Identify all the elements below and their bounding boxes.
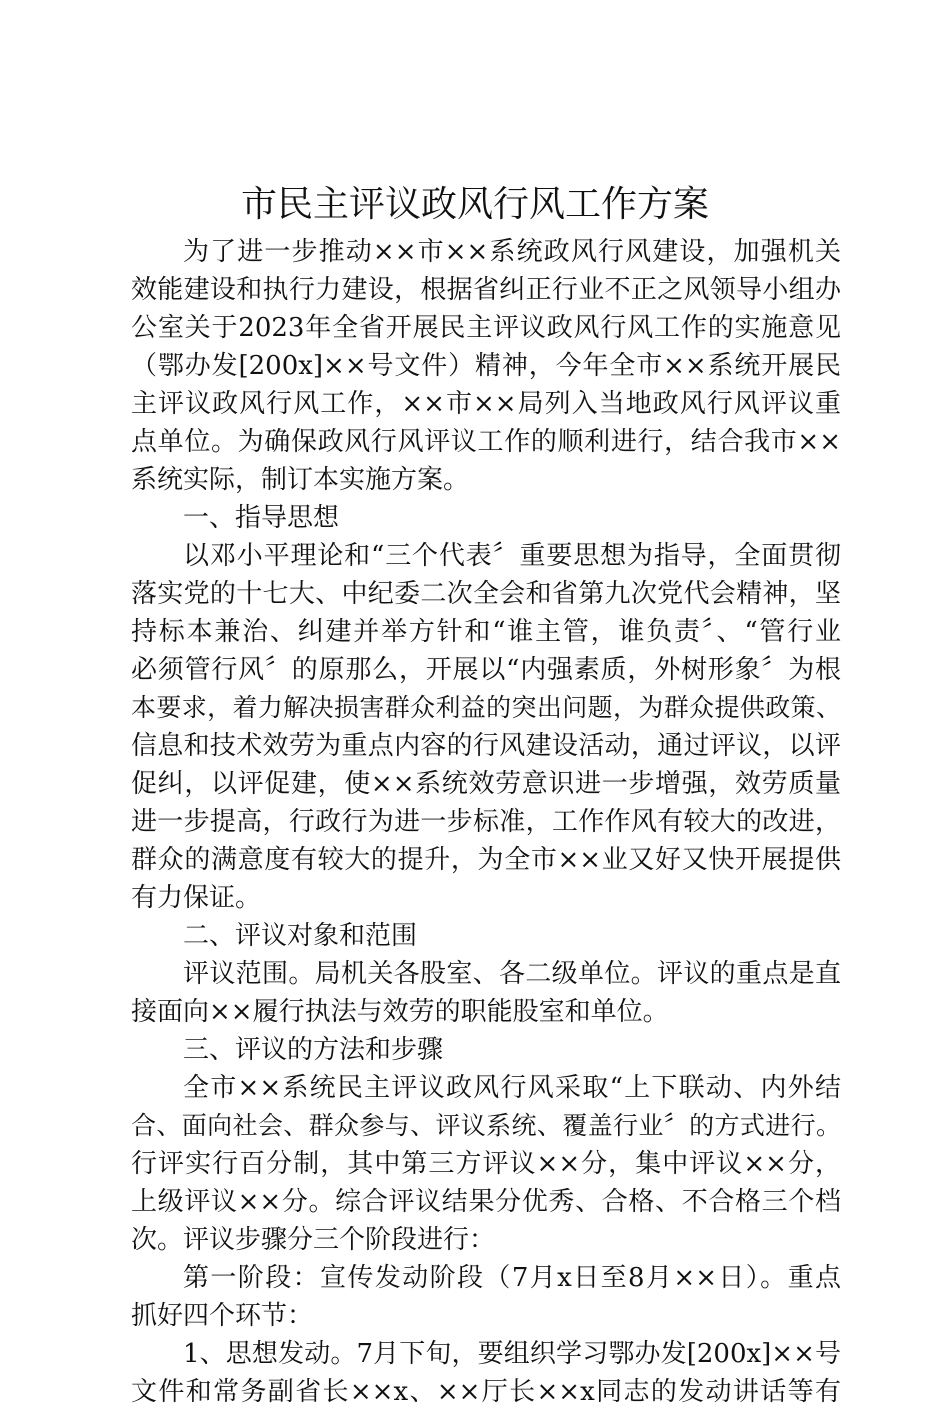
text-line: 文件和常务副省长××x、××厅长××x同志的发动讲话等有	[131, 1377, 841, 1407]
text-line: 接面向××履行执法与效劳的职能股室和单位。	[131, 997, 669, 1027]
text-line: 三、评议的方法和步骤	[183, 1035, 444, 1065]
text-line: 次。评议步骤分三个阶段进行：	[131, 1225, 496, 1255]
text-line: 合、面向社会、群众参与、评议系统、覆盖行业〞的方式进行。	[131, 1111, 841, 1140]
text-line: 必须管行风〞的原那么，开展以“内强素质，外树形象〞为根	[131, 655, 841, 685]
text-line: 群众的满意度有较大的提升，为全市××业又好又快开展提供	[131, 845, 841, 875]
text-line: 行评实行百分制，其中第三方评议××分，集中评议××分，	[131, 1149, 841, 1179]
document-body	[131, 233, 841, 1411]
text-line: 落实党的十七大、中纪委二次全会和省第九次党代会精神，坚	[131, 579, 841, 609]
text-line: 二、评议对象和范围	[183, 921, 418, 951]
text-line: 本要求，着力解决损害群众利益的突出问题，为群众提供政策、	[131, 693, 841, 722]
text-line: 评议范围。局机关各股室、各二级单位。评议的重点是直	[183, 959, 841, 989]
text-line: 以邓小平理论和“三个代表〞重要思想为指导，全面贯彻	[183, 541, 841, 571]
text-line: （鄂办发[200x]××号文件）精神，今年全市××系统开展民	[131, 351, 841, 381]
text-line: 系统实际，制订本实施方案。	[131, 465, 470, 495]
text-line: 信息和技术效劳为重点内容的行风建设活动，通过评议，以评	[131, 731, 841, 761]
text-line: 抓好四个环节：	[131, 1301, 314, 1331]
text-line: 持标本兼治、纠建并举方针和“谁主管，谁负责〞、“管行业	[131, 617, 841, 647]
text-line: 第一阶段：宣传发动阶段（7月x日至8月××日）。重点	[183, 1263, 841, 1293]
text-line: 1、思想发动。7月下旬，要组织学习鄂办发[200x]××号	[183, 1339, 841, 1369]
text-line: 上级评议××分。综合评议结果分优秀、合格、不合格三个档	[131, 1187, 841, 1217]
text-line: 有力保证。	[131, 883, 262, 913]
text-line: 主评议政风行风工作，××市××局列入当地政风行风评议重	[131, 389, 841, 419]
text-line: 效能建设和执行力建设，根据省纠正行业不正之风领导小组办	[131, 275, 841, 305]
text-line: 进一步提高，行政行为进一步标准，工作作风有较大的改进，	[131, 807, 841, 837]
text-line: 公室关于2023年全省开展民主评议政风行风工作的实施意见	[131, 313, 841, 343]
document-title: 市民主评议政风行风工作方案	[240, 184, 709, 225]
text-line: 促纠，以评促建，使××系统效劳意识进一步增强，效劳质量	[131, 769, 841, 799]
text-line: 一、指导思想	[183, 503, 340, 533]
text-line: 全市××系统民主评议政风行风采取“上下联动、内外结	[183, 1073, 841, 1103]
text-line: 为了进一步推动××市××系统政风行风建设，加强机关	[183, 237, 841, 267]
text-line: 点单位。为确保政风行风评议工作的顺利进行，结合我市××	[131, 427, 841, 457]
